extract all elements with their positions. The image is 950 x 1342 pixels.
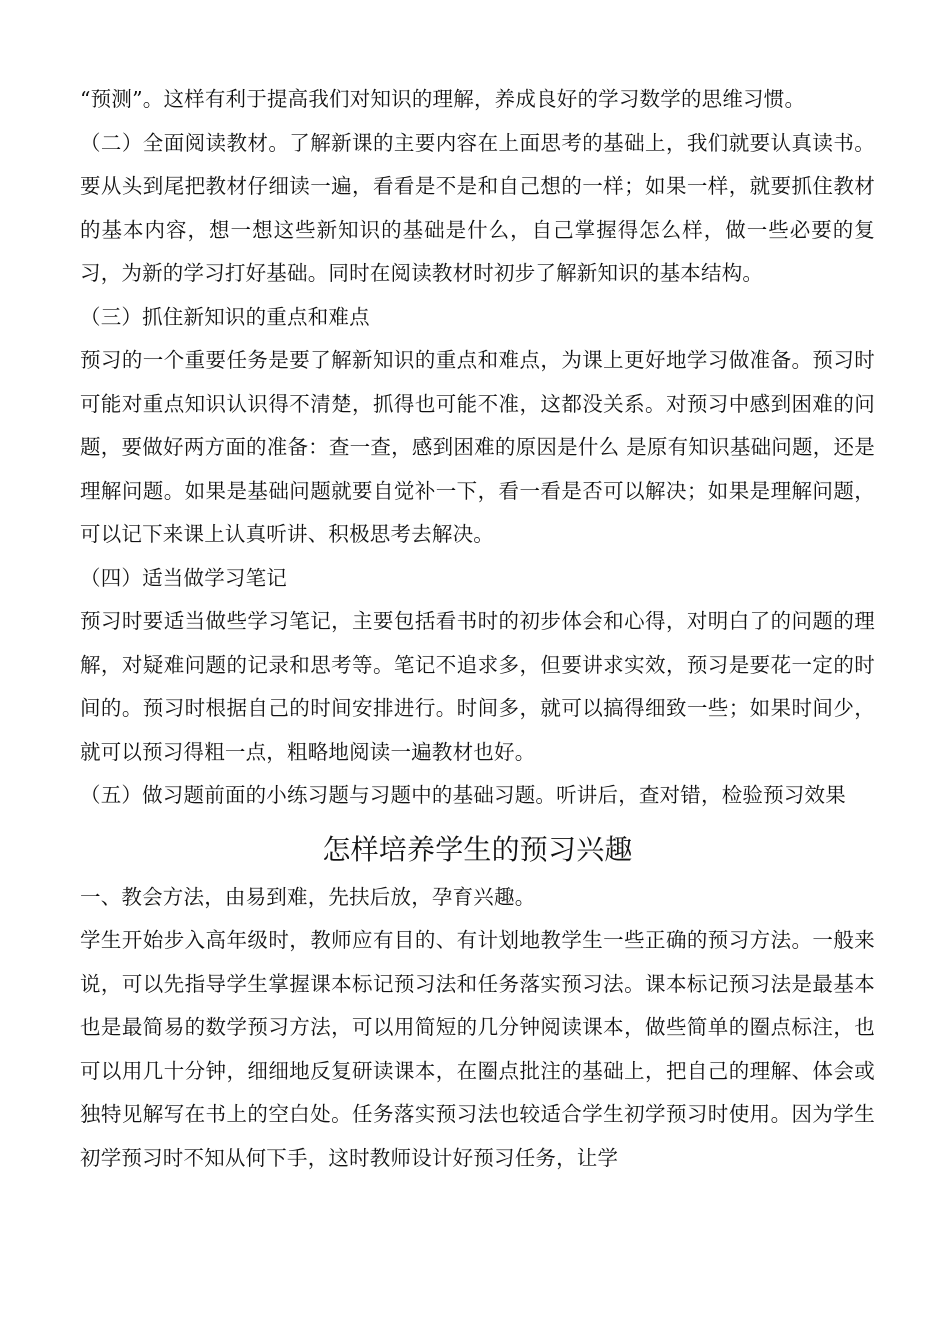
section-read-textbook: （二）全面阅读教材。了解新课的主要内容在上面思考的基础上，我们就要认真读书。 要从头到尾把教材仔细读一遍，看看是不是和自己想的一样；如果一样，就要抓住教材的基本内容，想一想这些新知识的基础是什么，自己掌握得怎么样，做一些必要的复习，为新的学习打好基础。同时在阅读教材时初步了解新知识的基本结构。 [80,130,875,285]
document-page [80,78,875,1180]
article-title: 怎样培养学生的预习兴趣 [322,832,633,866]
heading-key-points: （三）抓住新知识的重点和难点 [80,304,370,329]
heading-notes: （四）适当做学习笔记 [80,565,287,590]
paragraph-key-points: 预习的一个重要任务是要了解新知识的重点和难点，为课上更好地学习做准备。预习时可能对重点知识认识得不清楚，抓得也可能不准，这都没关系。对预习中感到困难的问题，要做好两方面的准备：查一查，感到困难的原因是什么 是原有知识基础问题，还是理解问题。如果是基础问题就要自觉补一下，看一看是否可以解决；如果是理解问题，可以记下来课上认真听讲、积极思考去解决。 [80,348,875,546]
paragraph-notes: 预习时要适当做些学习笔记，主要包括看书时的初步体会和心得，对明白了的问题的理解，对疑难问题的记录和思考等。笔记不追求多，但要讲求实效，预习是要花一定的时间的。预习时根据自己的时间安排进行。时间多，就可以搞得细致一些；如果时间少，就可以预习得粗一点，粗略地阅读一遍教材也好。 [80,609,875,764]
paragraph-prediction: “预测”。这样有利于提高我们对知识的理解，养成良好的学习数学的思维习惯。 [80,87,806,111]
section-exercises: （五）做习题前面的小练习题与习题中的基础习题。听讲后，查对错，检验预习效果 [80,783,846,807]
paragraph-teach-methods: 学生开始步入高年级时，教师应有目的、有计划地教学生一些正确的预习方法。一般来说，可以先指导学生掌握课本标记预习法和任务落实预习法。课本标记预习法是最基本也是最简易的数学预习方法，可以用简短的几分钟阅读课本，做些简单的圈点标注，也可以用几十分钟，细细地反复研读课本，在圈点批注的基础上，把自己的理解、体会或独特见解写在书上的空白处。任务落实预习法也较适合学生初学预习时使用。因为学生初学预习时不知从何下手，这时教师设计好预习任务，让学 [80,928,875,1170]
heading-teach-methods: 一、教会方法，由易到难，先扶后放，孕育兴趣。 [80,884,536,909]
